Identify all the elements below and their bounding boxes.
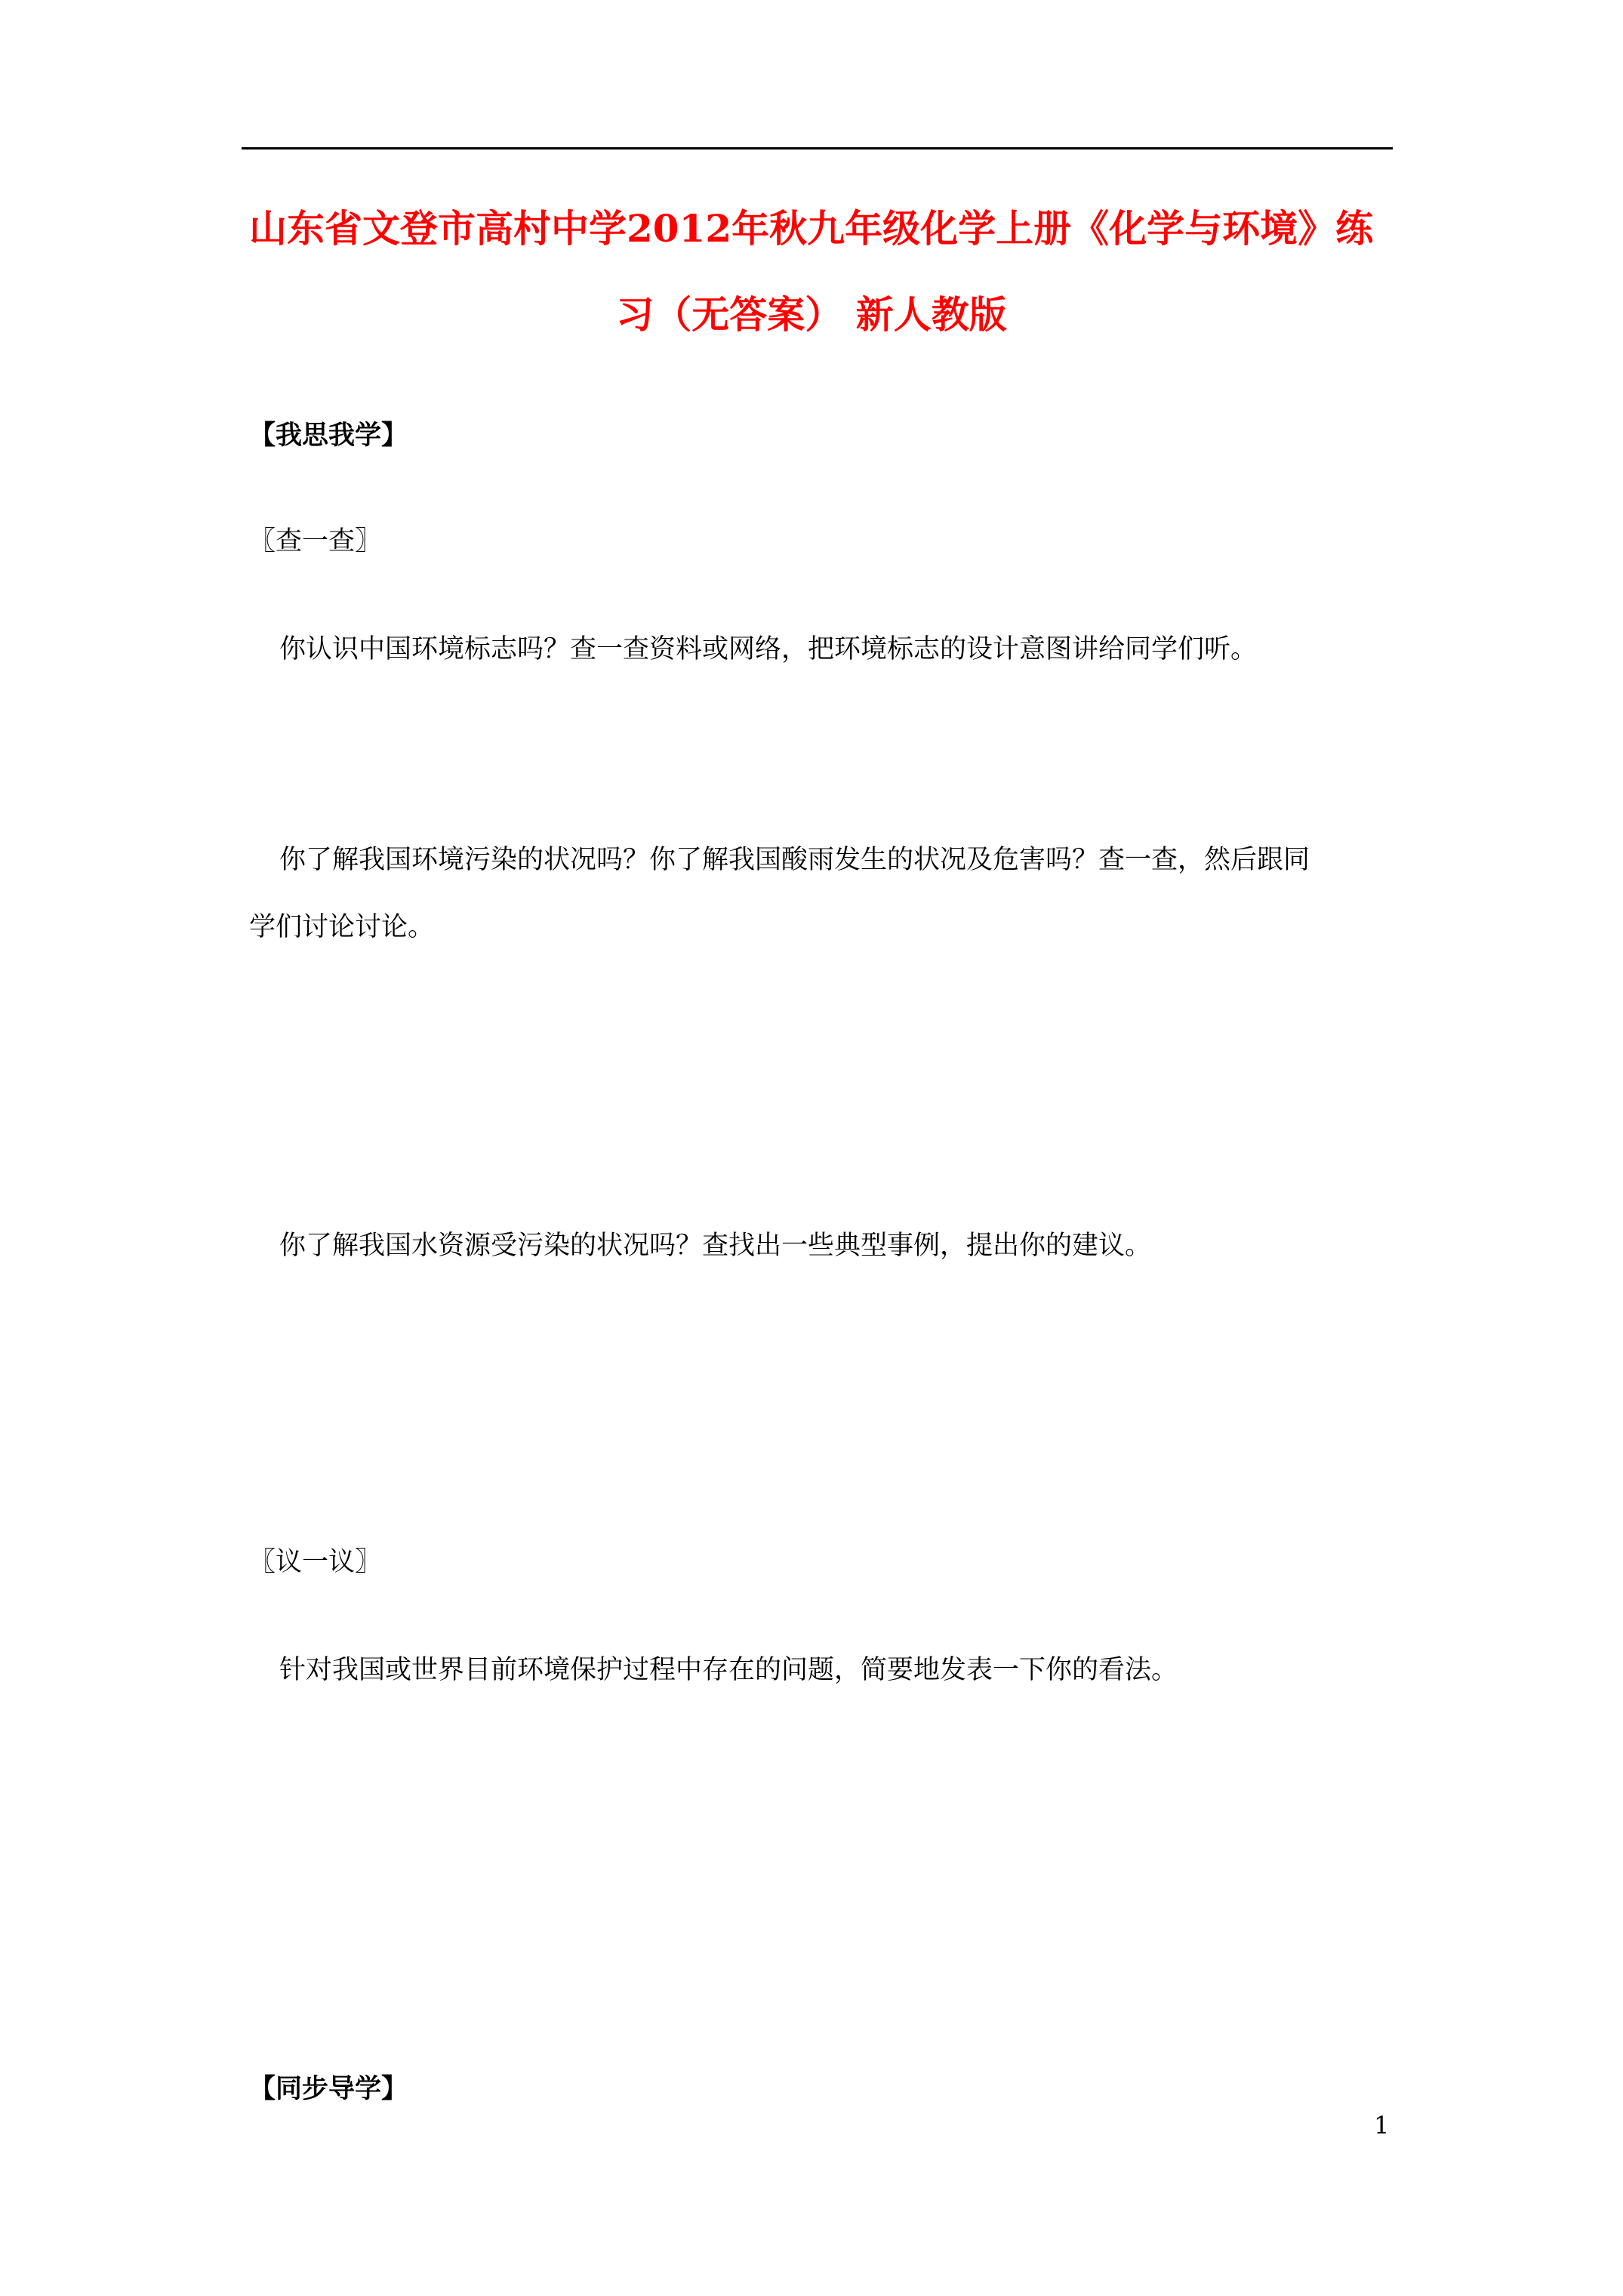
section-heading-tongbu-daoxue: 【同步导学】: [249, 2073, 408, 2104]
paragraph-water-pollution: 你了解我国水资源受污染的状况吗？查找出一些典型事例，提出你的建议。: [279, 1231, 1152, 1261]
document-title-line-1: 山东省文登市高村中学2012年秋九年级化学上册《化学与环境》练: [249, 206, 1374, 251]
page-number: 1: [1374, 2111, 1390, 2140]
subheading-yi-yi-yi: 〖议一议〗: [249, 1547, 382, 1577]
paragraph-pollution-line-2: 学们讨论讨论。: [249, 912, 435, 942]
document-title-line-2: 习（无答案） 新人教版: [616, 292, 1007, 337]
header-rule: [242, 147, 1393, 149]
subheading-cha-yi-cha: 〖查一查〗: [249, 526, 382, 556]
paragraph-environment-opinion: 针对我国或世界目前环境保护过程中存在的问题，简要地发表一下你的看法。: [279, 1655, 1178, 1685]
paragraph-pollution-line-1: 你了解我国环境污染的状况吗？你了解我国酸雨发生的状况及危害吗？查一查，然后跟同: [279, 845, 1310, 875]
paragraph-environment-label: 你认识中国环境标志吗？查一查资料或网络，把环境标志的设计意图讲给同学们听。: [279, 634, 1258, 664]
section-heading-wosi-woxue: 【我思我学】: [249, 420, 408, 451]
